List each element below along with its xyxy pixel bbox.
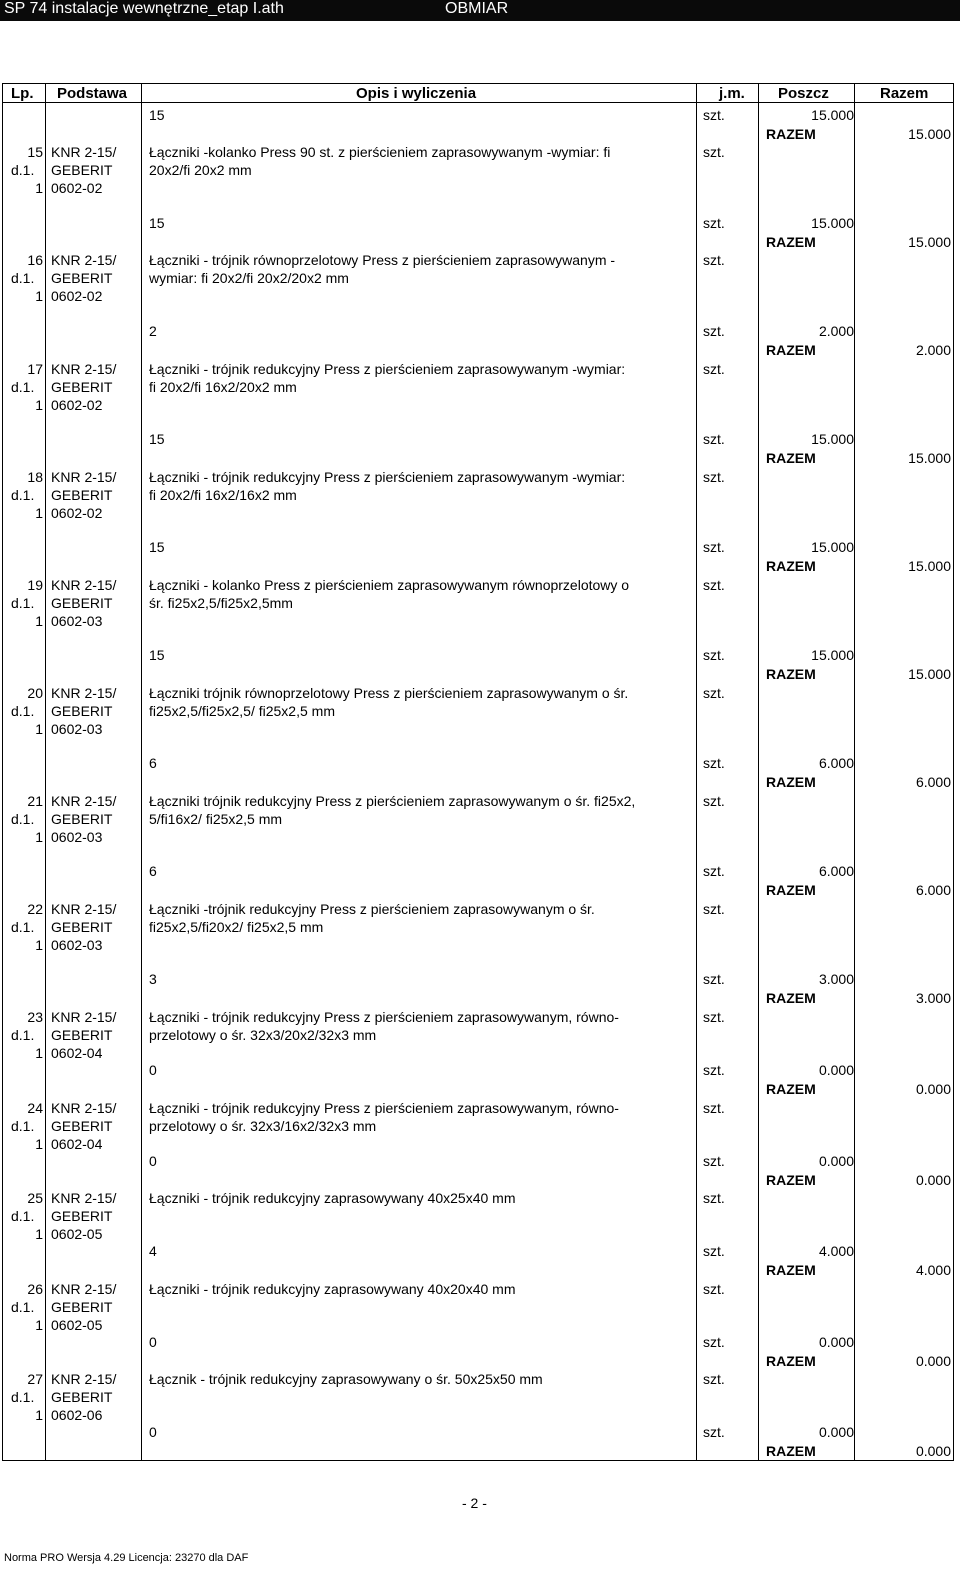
item-sub-num: 1	[35, 613, 43, 629]
description-line: Łączniki - trójnik równoprzelotowy Press z pierścieniem zaprasowywanym -	[149, 252, 616, 268]
unit: szt.	[703, 685, 725, 701]
quantity-unit: szt.	[703, 323, 725, 339]
podstawa-line: KNR 2-15/	[51, 577, 117, 593]
podstawa-line: 0602-05	[51, 1226, 103, 1242]
quantity: 6	[149, 863, 157, 879]
partial-value: 15.000	[811, 431, 854, 447]
col-poszcz: Poszcz	[778, 85, 829, 102]
total-value: 15.000	[908, 126, 951, 142]
podstawa-line: 0602-06	[51, 1407, 103, 1423]
item-sub: d.1.	[11, 1208, 35, 1224]
col-razem: Razem	[880, 85, 929, 102]
quantity: 0	[149, 1334, 157, 1350]
unit: szt.	[703, 1009, 725, 1025]
item-number: 21	[27, 793, 43, 809]
partial-value: 0.000	[818, 1334, 854, 1350]
item-number: 15	[27, 144, 43, 160]
description-line: Łączniki - trójnik redukcyjny zaprasowywany 40x20x40 mm	[149, 1281, 516, 1297]
quantity-unit: szt.	[703, 539, 725, 555]
podstawa-line: KNR 2-15/	[51, 793, 117, 809]
quantity-unit: szt.	[703, 215, 725, 231]
item-sub-num: 1	[35, 288, 43, 304]
podstawa-line: GEBERIT	[51, 1208, 113, 1224]
description-line: Łączniki trójnik redukcyjny Press z pierścieniem zaprasowywanym o śr. fi25x2,	[149, 793, 636, 809]
description-line: fi 20x2/fi 16x2/20x2 mm	[149, 379, 297, 395]
quantity-unit: szt.	[703, 1424, 725, 1440]
quantity-unit: szt.	[703, 863, 725, 879]
divider	[854, 84, 855, 1460]
podstawa-line: KNR 2-15/	[51, 144, 117, 160]
description-line: fi 20x2/fi 16x2/16x2 mm	[149, 487, 297, 503]
podstawa-line: 0602-03	[51, 721, 103, 737]
description-line: śr. fi25x2,5/fi25x2,5mm	[149, 595, 293, 611]
unit: szt.	[703, 1371, 725, 1387]
quantity: 15	[149, 539, 165, 555]
podstawa-line: 0602-02	[51, 288, 103, 304]
quantity-unit: szt.	[703, 1243, 725, 1259]
item-sub: d.1.	[11, 703, 35, 719]
description-line: Łączniki -trójnik redukcyjny Press z pierścieniem zaprasowywanym o śr.	[149, 901, 595, 917]
item-number: 19	[27, 577, 43, 593]
total-value: 0.000	[915, 1081, 951, 1097]
partial-value: 0.000	[818, 1062, 854, 1078]
quantity: 6	[149, 755, 157, 771]
item-number: 18	[27, 469, 43, 485]
description-line: Łączniki - trójnik redukcyjny zaprasowywany 40x25x40 mm	[149, 1190, 516, 1206]
quantity: 15	[149, 107, 165, 123]
unit: szt.	[703, 1281, 725, 1297]
description-line: 20x2/fi 20x2 mm	[149, 162, 252, 178]
quantity: 3	[149, 971, 157, 987]
description-line: Łączniki - trójnik redukcyjny Press z pierścieniem zaprasowywanym, równo-	[149, 1100, 619, 1116]
unit: szt.	[703, 1190, 725, 1206]
total-value: 0.000	[915, 1353, 951, 1369]
partial-value: 0.000	[818, 1153, 854, 1169]
description-line: Łączniki - trójnik redukcyjny Press z pierścieniem zaprasowywanym, równo-	[149, 1009, 619, 1025]
total-value: 4.000	[915, 1262, 951, 1278]
podstawa-line: KNR 2-15/	[51, 901, 117, 917]
razem-label: RAZEM	[766, 1443, 816, 1459]
partial-value: 2.000	[818, 323, 854, 339]
total-value: 15.000	[908, 558, 951, 574]
total-value: 15.000	[908, 666, 951, 682]
title-bar	[0, 0, 960, 21]
quantity-unit: szt.	[703, 755, 725, 771]
divider	[45, 84, 46, 1460]
col-opis: Opis i wyliczenia	[356, 85, 477, 102]
unit: szt.	[703, 1100, 725, 1116]
description-line: Łączniki trójnik równoprzelotowy Press z pierścieniem zaprasowywanym o śr.	[149, 685, 629, 701]
podstawa-line: GEBERIT	[51, 703, 113, 719]
razem-label: RAZEM	[766, 234, 816, 250]
divider	[696, 84, 697, 1460]
quantity: 0	[149, 1062, 157, 1078]
description-line: przelotowy o śr. 32x3/16x2/32x3 mm	[149, 1118, 377, 1134]
partial-value: 3.000	[818, 971, 854, 987]
description-line: Łączniki - kolanko Press z pierścieniem zaprasowywanym równoprzelotowy o	[149, 577, 630, 593]
quantity: 15	[149, 431, 165, 447]
podstawa-line: GEBERIT	[51, 270, 113, 286]
podstawa-line: 0602-02	[51, 180, 103, 196]
total-value: 6.000	[915, 882, 951, 898]
total-value: 0.000	[915, 1443, 951, 1459]
podstawa-line: KNR 2-15/	[51, 1009, 117, 1025]
partial-value: 15.000	[811, 647, 854, 663]
quantity-unit: szt.	[703, 971, 725, 987]
quantity-unit: szt.	[703, 1334, 725, 1350]
razem-label: RAZEM	[766, 450, 816, 466]
description-line: Łączniki -kolanko Press 90 st. z pierścieniem zaprasowywanym -wymiar: fi	[149, 144, 611, 160]
divider	[141, 84, 142, 1460]
description-line: fi25x2,5/fi25x2,5/ fi25x2,5 mm	[149, 703, 335, 719]
razem-label: RAZEM	[766, 882, 816, 898]
table-header	[3, 84, 953, 103]
item-number: 26	[27, 1281, 43, 1297]
podstawa-line: GEBERIT	[51, 919, 113, 935]
item-sub: d.1.	[11, 595, 35, 611]
unit: szt.	[703, 361, 725, 377]
quantity: 15	[149, 215, 165, 231]
razem-label: RAZEM	[766, 990, 816, 1006]
item-sub: d.1.	[11, 270, 35, 286]
item-sub-num: 1	[35, 1317, 43, 1333]
item-sub-num: 1	[35, 937, 43, 953]
description-line: wymiar: fi 20x2/fi 20x2/20x2 mm	[149, 270, 349, 286]
razem-label: RAZEM	[766, 1353, 816, 1369]
podstawa-line: GEBERIT	[51, 1118, 113, 1134]
col-lp: Lp.	[11, 85, 34, 102]
item-sub: d.1.	[11, 919, 35, 935]
item-sub-num: 1	[35, 397, 43, 413]
razem-label: RAZEM	[766, 126, 816, 142]
quantity: 0	[149, 1153, 157, 1169]
item-sub-num: 1	[35, 1226, 43, 1242]
item-number: 24	[27, 1100, 43, 1116]
item-sub: d.1.	[11, 1118, 35, 1134]
podstawa-line: GEBERIT	[51, 811, 113, 827]
razem-label: RAZEM	[766, 1172, 816, 1188]
license-note: Norma PRO Wersja 4.29 Licencja: 23270 dla DAF	[4, 1552, 249, 1564]
podstawa-line: KNR 2-15/	[51, 685, 117, 701]
item-number: 23	[27, 1009, 43, 1025]
unit: szt.	[703, 901, 725, 917]
description-line: przelotowy o śr. 32x3/20x2/32x3 mm	[149, 1027, 377, 1043]
item-sub-num: 1	[35, 180, 43, 196]
item-sub-num: 1	[35, 1136, 43, 1152]
item-sub-num: 1	[35, 1407, 43, 1423]
total-value: 15.000	[908, 234, 951, 250]
partial-value: 6.000	[818, 863, 854, 879]
podstawa-line: GEBERIT	[51, 162, 113, 178]
podstawa-line: 0602-04	[51, 1136, 103, 1152]
item-sub: d.1.	[11, 1027, 35, 1043]
podstawa-line: GEBERIT	[51, 379, 113, 395]
podstawa-line: KNR 2-15/	[51, 1371, 117, 1387]
quantity: 2	[149, 323, 157, 339]
unit: szt.	[703, 577, 725, 593]
partial-value: 4.000	[818, 1243, 854, 1259]
unit: szt.	[703, 793, 725, 809]
item-number: 27	[27, 1371, 43, 1387]
quantity-unit: szt.	[703, 431, 725, 447]
file-name: SP 74 instalacje wewnętrzne_etap I.ath	[4, 0, 284, 17]
col-jm: j.m.	[719, 85, 745, 102]
podstawa-line: KNR 2-15/	[51, 361, 117, 377]
measurement-table	[2, 83, 954, 1461]
quantity-unit: szt.	[703, 647, 725, 663]
item-sub-num: 1	[35, 721, 43, 737]
document-title: OBMIAR	[445, 0, 509, 17]
col-podstawa: Podstawa	[57, 85, 128, 102]
podstawa-line: GEBERIT	[51, 1027, 113, 1043]
description-line: Łączniki - trójnik redukcyjny Press z pierścieniem zaprasowywanym -wymiar:	[149, 469, 626, 485]
podstawa-line: KNR 2-15/	[51, 1190, 117, 1206]
podstawa-line: GEBERIT	[51, 595, 113, 611]
razem-label: RAZEM	[766, 1081, 816, 1097]
total-value: 3.000	[915, 990, 951, 1006]
partial-value: 15.000	[811, 539, 854, 555]
partial-value: 15.000	[811, 107, 854, 123]
podstawa-line: KNR 2-15/	[51, 1100, 117, 1116]
item-number: 17	[27, 361, 43, 377]
razem-label: RAZEM	[766, 558, 816, 574]
unit: szt.	[703, 252, 725, 268]
item-sub: d.1.	[11, 487, 35, 503]
podstawa-line: KNR 2-15/	[51, 1281, 117, 1297]
item-sub-num: 1	[35, 1045, 43, 1061]
total-value: 0.000	[915, 1172, 951, 1188]
quantity-unit: szt.	[703, 1062, 725, 1078]
podstawa-line: 0602-02	[51, 505, 103, 521]
quantity: 15	[149, 647, 165, 663]
unit: szt.	[703, 469, 725, 485]
podstawa-line: 0602-03	[51, 829, 103, 845]
partial-value: 6.000	[818, 755, 854, 771]
item-sub-num: 1	[35, 505, 43, 521]
podstawa-line: GEBERIT	[51, 1389, 113, 1405]
unit: szt.	[703, 144, 725, 160]
item-sub: d.1.	[11, 379, 35, 395]
total-value: 2.000	[915, 342, 951, 358]
razem-label: RAZEM	[766, 1262, 816, 1278]
description-line: fi25x2,5/fi20x2/ fi25x2,5 mm	[149, 919, 324, 935]
total-value: 6.000	[915, 774, 951, 790]
item-sub: d.1.	[11, 1389, 35, 1405]
razem-label: RAZEM	[766, 774, 816, 790]
description-line: Łącznik - trójnik redukcyjny zaprasowywany o śr. 50x25x50 mm	[149, 1371, 543, 1387]
quantity: 0	[149, 1424, 157, 1440]
description-line: 5/fi16x2/ fi25x2,5 mm	[149, 811, 283, 827]
podstawa-line: KNR 2-15/	[51, 469, 117, 485]
podstawa-line: 0602-05	[51, 1317, 103, 1333]
podstawa-line: 0602-02	[51, 397, 103, 413]
podstawa-line: 0602-04	[51, 1045, 103, 1061]
item-sub: d.1.	[11, 811, 35, 827]
page-number: - 2 -	[462, 1495, 487, 1511]
item-sub: d.1.	[11, 1299, 35, 1315]
item-number: 25	[27, 1190, 43, 1206]
quantity-unit: szt.	[703, 1153, 725, 1169]
item-number: 22	[27, 901, 43, 917]
podstawa-line: 0602-03	[51, 937, 103, 953]
partial-value: 15.000	[811, 215, 854, 231]
item-number: 20	[27, 685, 43, 701]
item-sub: d.1.	[11, 162, 35, 178]
description-line: Łączniki - trójnik redukcyjny Press z pierścieniem zaprasowywanym -wymiar:	[149, 361, 626, 377]
razem-label: RAZEM	[766, 666, 816, 682]
partial-value: 0.000	[818, 1424, 854, 1440]
podstawa-line: GEBERIT	[51, 1299, 113, 1315]
podstawa-line: KNR 2-15/	[51, 252, 117, 268]
item-sub-num: 1	[35, 829, 43, 845]
podstawa-line: GEBERIT	[51, 487, 113, 503]
podstawa-line: 0602-03	[51, 613, 103, 629]
razem-label: RAZEM	[766, 342, 816, 358]
quantity: 4	[149, 1243, 157, 1259]
total-value: 15.000	[908, 450, 951, 466]
item-number: 16	[27, 252, 43, 268]
quantity-unit: szt.	[703, 107, 725, 123]
